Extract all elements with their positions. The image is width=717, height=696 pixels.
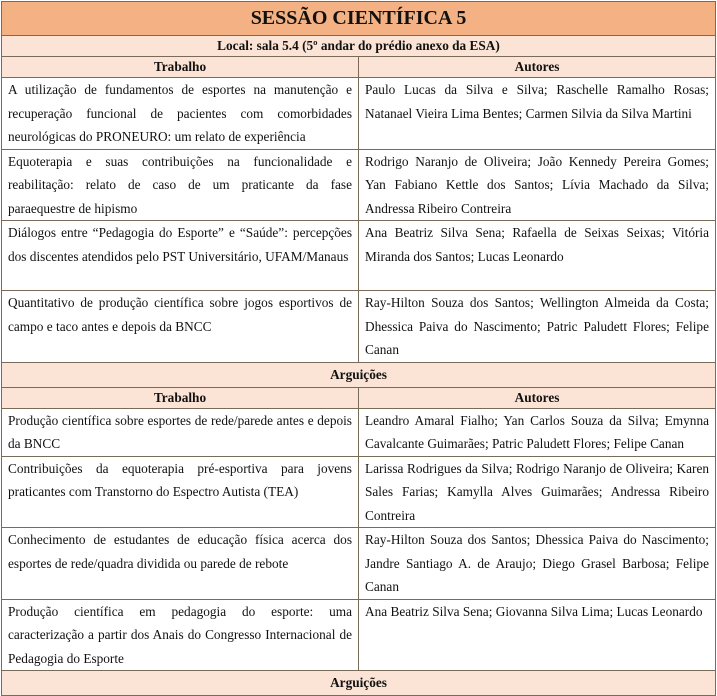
column-header-work: Trabalho bbox=[2, 57, 359, 78]
session-title: SESSÃO CIENTÍFICA 5 bbox=[2, 2, 716, 36]
table-row bbox=[2, 456, 716, 528]
work-authors: Rodrigo Naranjo de Oliveira; João Kennedy Pereira Gomes; Yan Fabiano Kettle dos Santos; Lívia Machado da Silva; Andressa Ribeiro Contreira bbox=[359, 149, 716, 221]
work-authors: Paulo Lucas da Silva e Silva; Raschelle Ramalho Rosas; Natanael Vieira Lima Bentes; Carmen Silvia da Silva Martini bbox=[359, 78, 716, 150]
work-title: A utilização de fundamentos de esportes na manutenção e recuperação funcional de pacientes com comorbidades neurológicas do PRONEURO: um relato de experiência bbox=[2, 78, 359, 150]
table-row bbox=[2, 528, 716, 600]
table-row bbox=[2, 221, 716, 291]
column-header-work: Trabalho bbox=[2, 387, 359, 408]
work-authors: Ray-Hilton Souza dos Santos; Dhessica Paiva do Nascimento; Jandre Santiago A. de Araujo; Diego Grasel Barbosa; Felipe Canan bbox=[359, 528, 716, 600]
session-schedule bbox=[1, 1, 716, 696]
table-row bbox=[2, 149, 716, 221]
location-row bbox=[2, 36, 716, 57]
arguicoes-label: Arguições bbox=[2, 362, 716, 387]
table-row bbox=[2, 291, 716, 363]
title-row bbox=[2, 2, 716, 36]
column-header-authors: Autores bbox=[359, 57, 716, 78]
table-row bbox=[2, 599, 716, 671]
work-authors: Ana Beatriz Silva Sena; Rafaella de Seixas Seixas; Vitória Miranda dos Santos; Lucas Leonardo bbox=[359, 221, 716, 291]
arguicoes-row bbox=[2, 362, 716, 387]
table-row bbox=[2, 408, 716, 456]
work-title: Produção científica sobre esportes de rede/parede antes e depois da BNCC bbox=[2, 408, 359, 456]
work-authors: Leandro Amaral Fialho; Yan Carlos Souza da Silva; Emynna Cavalcante Guimarães; Patric Paludett Flores; Felipe Canan bbox=[359, 408, 716, 456]
work-title: Diálogos entre “Pedagogia do Esporte” e “Saúde”: percepções dos discentes atendidos pelo PST Universitário, UFAM/Manaus bbox=[2, 221, 359, 291]
table-header-row bbox=[2, 57, 716, 78]
column-header-authors: Autores bbox=[359, 387, 716, 408]
work-title: Produção científica em pedagogia do esporte: uma caracterização a partir dos Anais do Congresso Internacional de Pedagogia do Esporte bbox=[2, 599, 359, 671]
work-title: Contribuições da equoterapia pré-esportiva para jovens praticantes com Transtorno do Espectro Autista (TEA) bbox=[2, 456, 359, 528]
arguicoes-row bbox=[2, 671, 716, 696]
arguicoes-label: Arguições bbox=[2, 671, 716, 696]
session-location: Local: sala 5.4 (5º andar do prédio anexo da ESA) bbox=[2, 36, 716, 57]
work-title: Conhecimento de estudantes de educação física acerca dos esportes de rede/quadra dividida ou parede de rebote bbox=[2, 528, 359, 600]
work-authors: Ray-Hilton Souza dos Santos; Wellington Almeida da Costa; Dhessica Paiva do Nascimento; Patric Paludett Flores; Felipe Canan bbox=[359, 291, 716, 363]
work-title: Quantitativo de produção científica sobre jogos esportivos de campo e taco antes e depois da BNCC bbox=[2, 291, 359, 363]
table-header-row bbox=[2, 387, 716, 408]
work-title: Equoterapia e suas contribuições na funcionalidade e reabilitação: relato de caso de um praticante da fase paraequestre de hipismo bbox=[2, 149, 359, 221]
table-row bbox=[2, 78, 716, 150]
work-authors: Ana Beatriz Silva Sena; Giovanna Silva Lima; Lucas Leonardo bbox=[359, 599, 716, 671]
session-table bbox=[1, 1, 716, 696]
work-authors: Larissa Rodrigues da Silva; Rodrigo Naranjo de Oliveira; Karen Sales Farias; Kamylla Alves Guimarães; Andressa Ribeiro Contreira bbox=[359, 456, 716, 528]
